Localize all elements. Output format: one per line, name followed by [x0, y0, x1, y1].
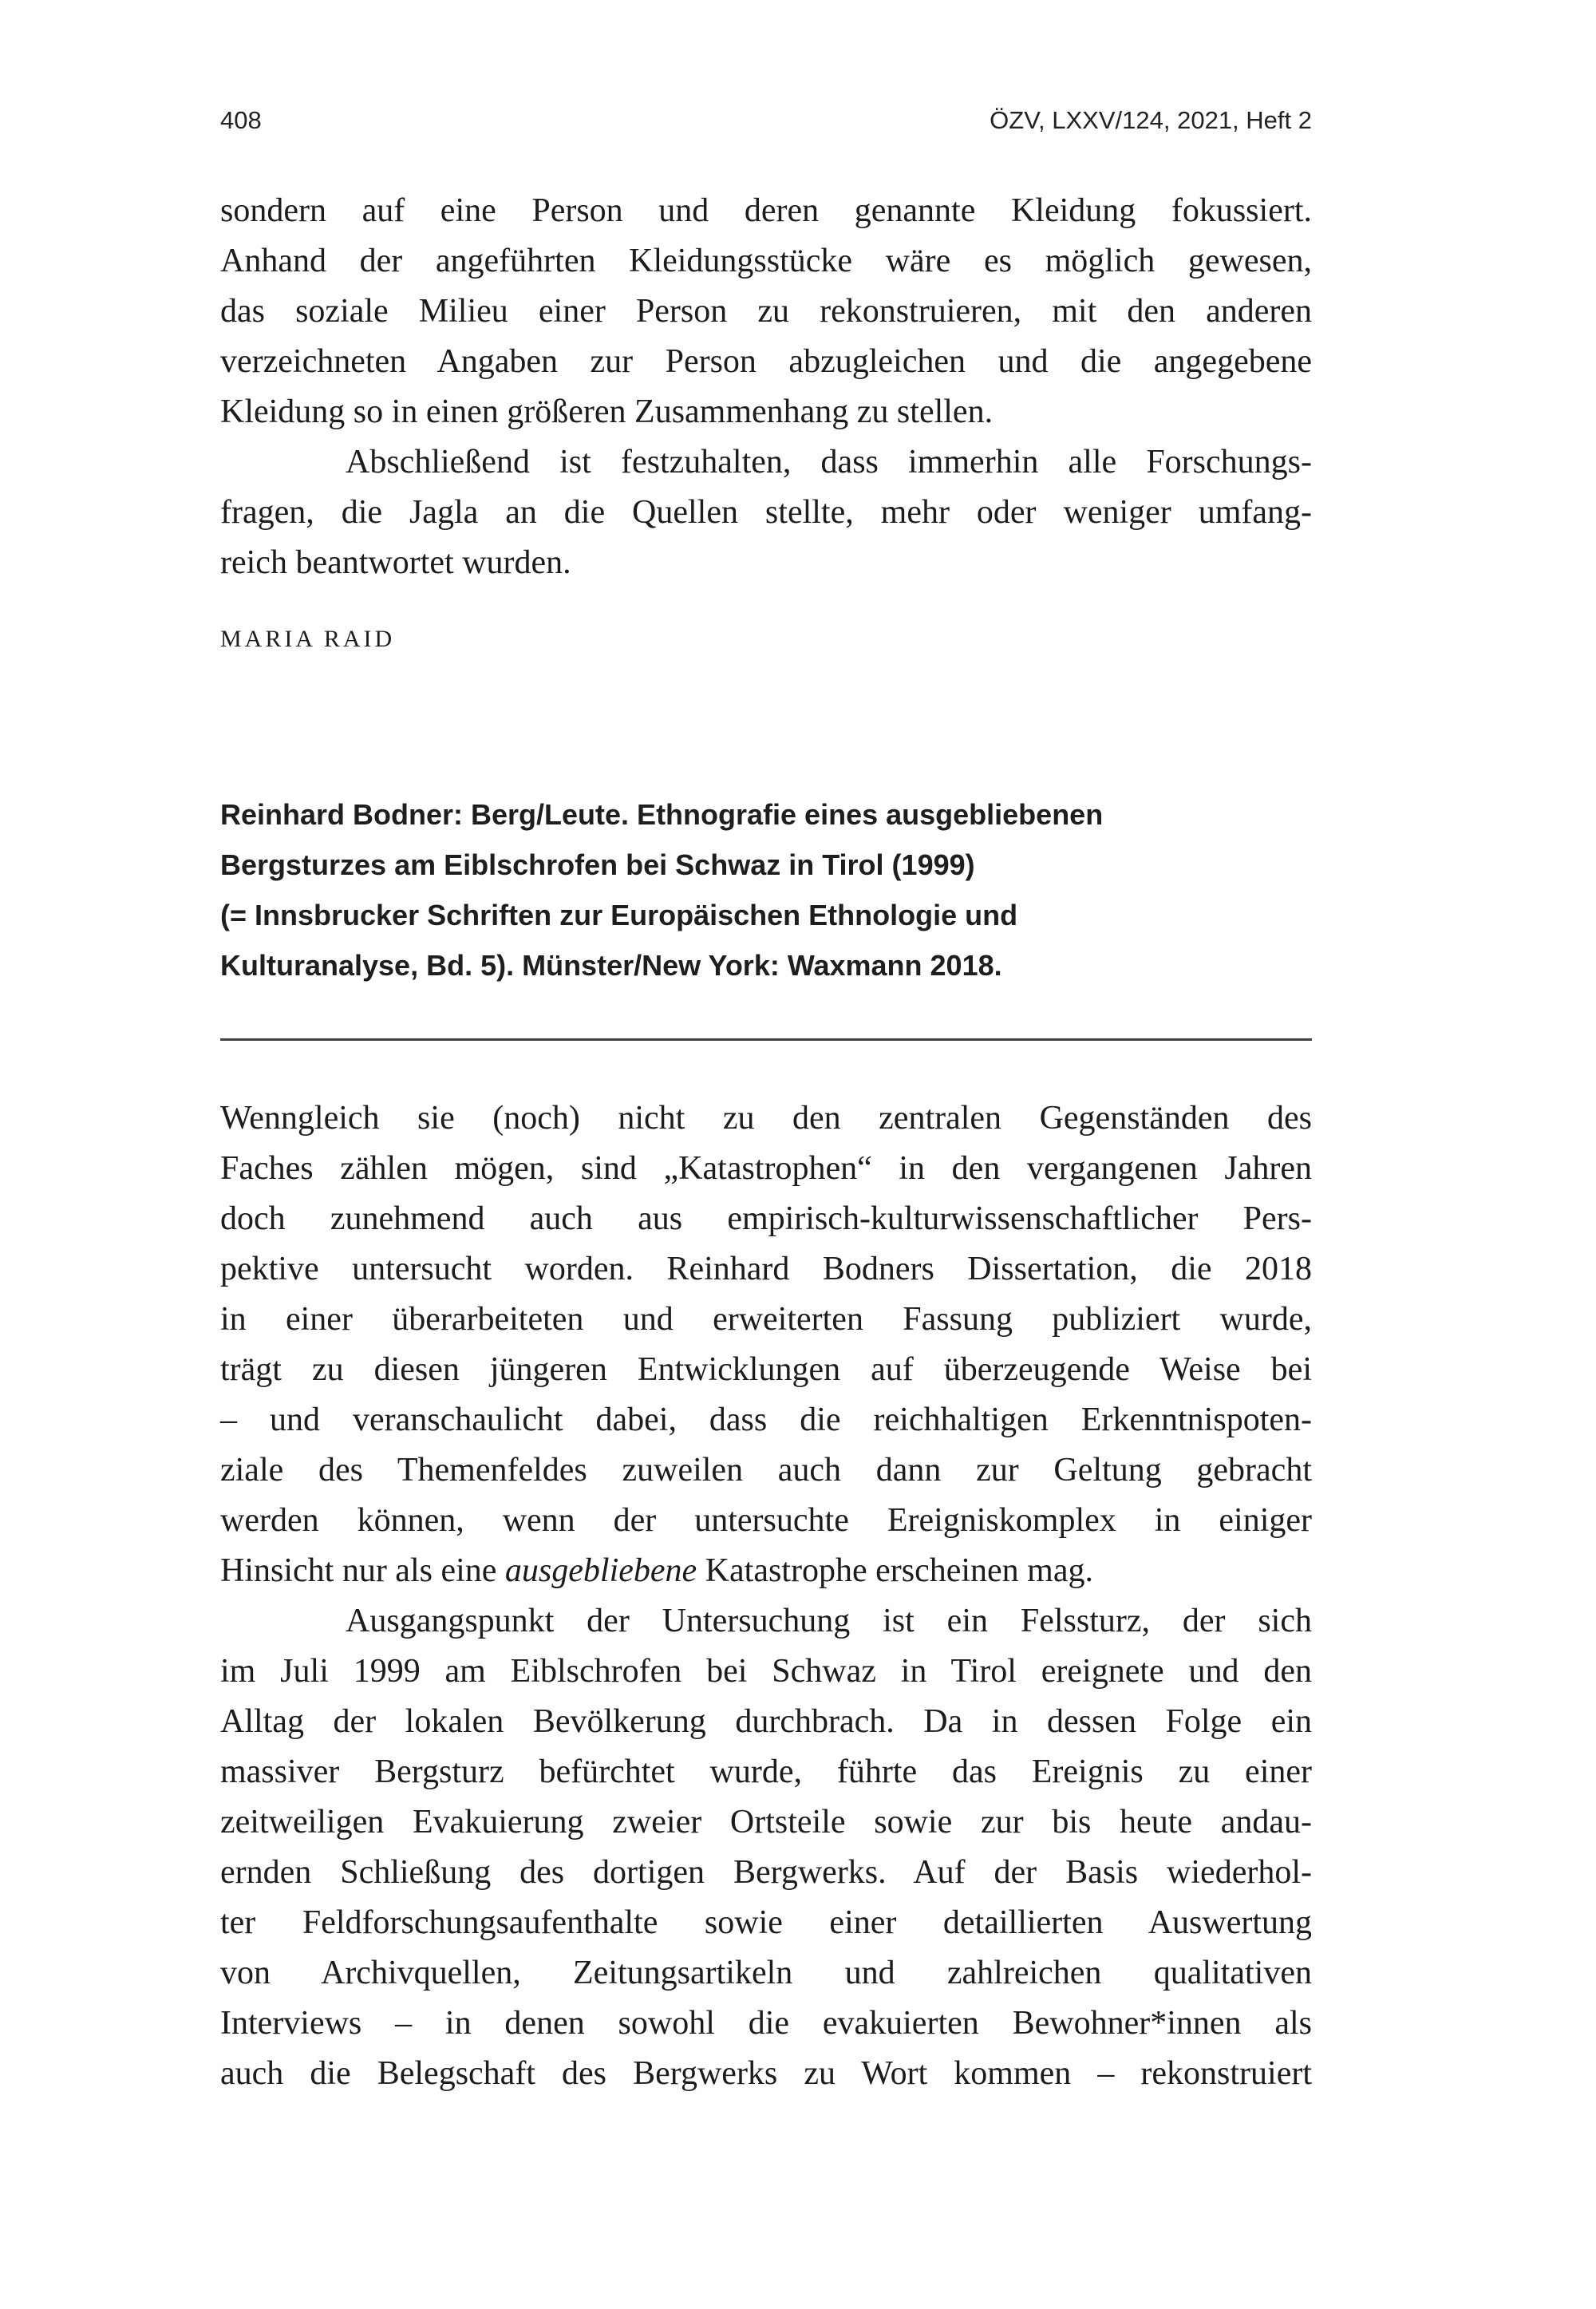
- text-line: [220, 1554, 1312, 1587]
- emphasized-word: ausgebliebene: [504, 1552, 697, 1589]
- text-line: Anhand der angeführten Kleidungsstücke wäre es möglich gewesen,: [220, 243, 1312, 279]
- text-line: auch die Belegschaft des Bergwerks zu Wort kommen – rekonstruiert: [220, 2055, 1312, 2092]
- text-segment: Katastrophe erscheinen mag.: [697, 1552, 1093, 1589]
- text-line: Alltag der lokalen Bevölkerung durchbrach. Da in dessen Folge ein: [220, 1703, 1312, 1740]
- author-signature: MARIA RAID: [220, 626, 396, 652]
- text-line: ernden Schließung des dortigen Bergwerks. Auf der Basis wiederhol-: [220, 1854, 1312, 1891]
- text-line: trägt zu diesen jüngeren Entwicklungen auf überzeugende Weise bei: [220, 1351, 1312, 1388]
- text-line: doch zunehmend auch aus empirisch-kulturwissenschaftlicher Pers-: [220, 1200, 1312, 1237]
- text-line: Faches zählen mögen, sind „Katastrophen“ in den vergangenen Jahren: [220, 1150, 1312, 1187]
- text-segment: Hinsicht nur als eine: [220, 1552, 505, 1589]
- text-line: verzeichneten Angaben zur Person abzugleichen und die angegebene: [220, 343, 1312, 380]
- text-line: pektive untersucht worden. Reinhard Bodners Dissertation, die 2018: [220, 1251, 1312, 1287]
- text-line: zeitweiligen Evakuierung zweier Ortsteile sowie zur bis heute andau-: [220, 1804, 1312, 1840]
- heading-line: Bergsturzes am Eiblschrofen bei Schwaz in Tirol (1999): [220, 848, 975, 881]
- text-line: Abschließend ist festzuhalten, dass immerhin alle Forschungs-: [346, 444, 1312, 480]
- text-line: ziale des Themenfeldes zuweilen auch dann zur Geltung gebracht: [220, 1452, 1312, 1489]
- text-line: Ausgangspunkt der Untersuchung ist ein Felssturz, der sich: [346, 1603, 1312, 1639]
- page-number: 408: [220, 106, 262, 134]
- text-line: massiver Bergsturz befürchtet wurde, führte das Ereignis zu einer: [220, 1753, 1312, 1790]
- text-line: im Juli 1999 am Eiblschrofen bei Schwaz in Tirol ereignete und den: [220, 1653, 1312, 1690]
- text-line: Interviews – in denen sowohl die evakuierten Bewohner*innen als: [220, 2005, 1312, 2042]
- text-line: sondern auf eine Person und deren genannte Kleidung fokussiert.: [220, 192, 1312, 229]
- text-line: in einer überarbeiteten und erweiterten Fassung publiziert wurde,: [220, 1301, 1312, 1338]
- text-line: – und veranschaulicht dabei, dass die reichhaltigen Erkenntnispoten-: [220, 1402, 1312, 1438]
- heading-line: Reinhard Bodner: Berg/Leute. Ethnografie eines ausgebliebenen: [220, 798, 1104, 831]
- horizontal-rule: [220, 1038, 1312, 1041]
- text-line: von Archivquellen, Zeitungsartikeln und zahlreichen qualitativen: [220, 1955, 1312, 1991]
- text-line: das soziale Milieu einer Person zu rekonstruieren, mit den anderen: [220, 293, 1312, 330]
- text-line: fragen, die Jagla an die Quellen stellte, mehr oder weniger umfang-: [220, 494, 1312, 531]
- journal-reference: ÖZV, LXXV/124, 2021, Heft 2: [990, 106, 1312, 134]
- text-line: werden können, wenn der untersuchte Ereigniskomplex in einiger: [220, 1502, 1312, 1539]
- text-line: reich beantwortet wurden.: [220, 544, 571, 581]
- text-line: ter Feldforschungsaufenthalte sowie einer detaillierten Auswertung: [220, 1904, 1312, 1941]
- heading-line: Kulturanalyse, Bd. 5). Münster/New York: Waxmann 2018.: [220, 949, 1002, 982]
- text-line: Wenngleich sie (noch) nicht zu den zentralen Gegenständen des: [220, 1100, 1312, 1137]
- text-line: Kleidung so in einen größeren Zusammenhang zu stellen.: [220, 393, 994, 430]
- running-header: [220, 106, 1312, 138]
- heading-line: (= Innsbrucker Schriften zur Europäischen Ethnologie und: [220, 899, 1018, 931]
